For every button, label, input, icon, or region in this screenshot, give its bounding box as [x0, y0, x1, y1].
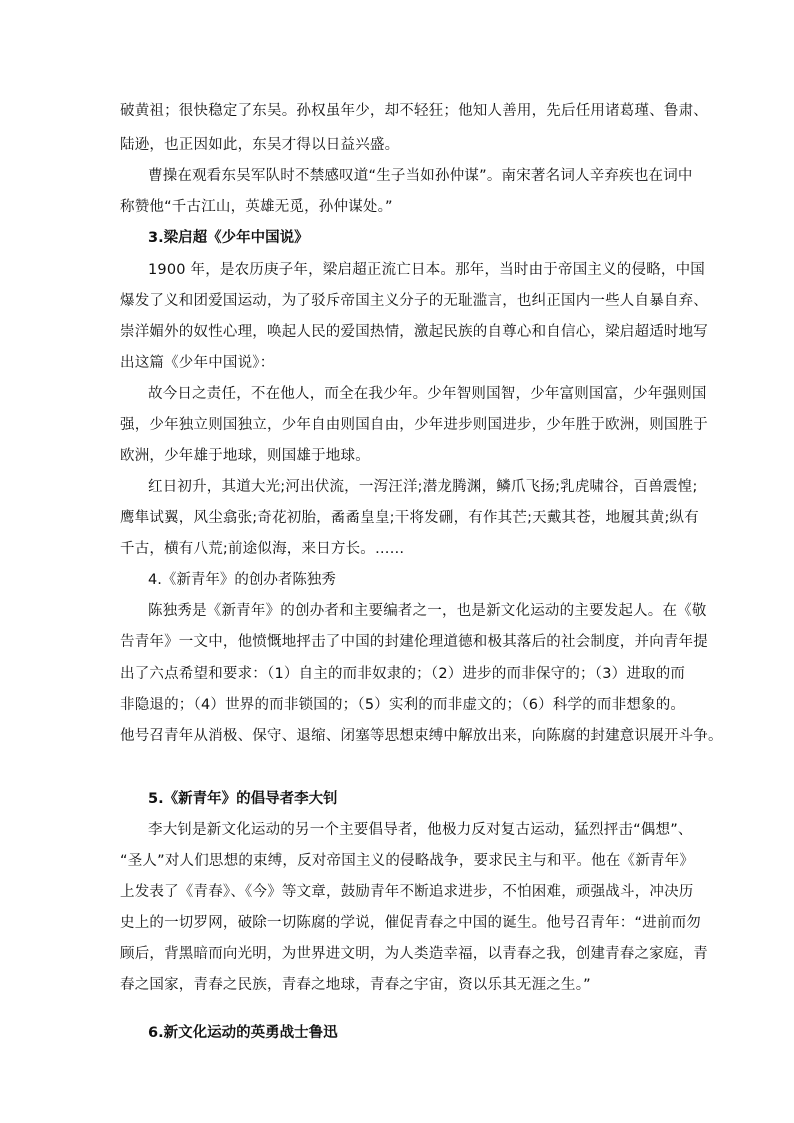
paragraph-line: 曹操在观看东吴军队时不禁感叹道“生子当如孙仲谋”。南宋著名词人辛弃疾也在词中 [148, 168, 693, 184]
paragraph-line: 破黄祖；很快稳定了东吴。孙权虽年少，却不轻狂；他知人善用，先后任用诸葛瑾、鲁肃、 [120, 103, 708, 119]
paragraph-line: 顾后，背黑暗而向光明，为世界进文明，为人类造幸福，以青春之我，创建青春之家庭，青 [120, 946, 708, 962]
paragraph-line: 他号召青年从消极、保守、退缩、闭塞等思想束缚中解放出来，向陈腐的封建意识展开斗争。 [120, 728, 723, 744]
section-heading: 5.《新青年》的倡导者李大钊 [148, 791, 338, 807]
paragraph-line: “圣人”对人们思想的束缚，反对帝国主义的侵略战争，要求民主与和平。他在《新青年》 [120, 853, 695, 869]
section-heading: 3.梁启超《少年中国说》 [148, 230, 309, 246]
paragraph-line: 称赞他“千古江山，英雄无觅，孙仲谋处。” [120, 199, 393, 215]
paragraph-line: 故今日之责任，不在他人，而全在我少年。少年智则国智，少年富则国富，少年强则国 [148, 386, 707, 402]
paragraph-line: 1900 年，是农历庚子年，梁启超正流亡日本。那年，当时由于帝国主义的侵略，中国 [148, 262, 706, 278]
paragraph-line: 欧洲，少年雄于地球，则国雄于地球。 [120, 448, 370, 464]
paragraph-line: 爆发了义和团爱国运动，为了驳斥帝国主义分子的无耻滥言，也纠正国内一些人自暴自弃、 [120, 293, 708, 309]
paragraph-line: 鹰隼试翼，风尘翕张;奇花初胎，矞矞皇皇;干将发硎，有作其芒;天戴其苍，地履其黄;纵有 [120, 510, 699, 526]
paragraph-line: 强，少年独立则国独立，少年自由则国自由，少年进步则国进步，少年胜于欧洲，则国胜于 [120, 417, 708, 433]
paragraph-line: 陈独秀是《新青年》的创办者和主要编者之一，也是新文化运动的主要发起人。在《敬 [148, 603, 707, 619]
section-heading: 6.新文化运动的英勇战士鲁迅 [148, 1025, 338, 1041]
paragraph-line: 千古，横有八荒;前途似海，来日方长。…… [120, 541, 405, 557]
section-heading: 4.《新青年》的创办者陈独秀 [148, 572, 336, 588]
paragraph-line: 红日初升，其道大光;河出伏流，一泻汪洋;潜龙腾渊，鳞爪飞扬;乳虎啸谷，百兽震惶; [148, 479, 698, 495]
paragraph-line: 春之国家，青春之民族，青春之地球，青春之宇宙，资以乐其无涯之生。” [120, 977, 591, 993]
paragraph-line: 出这篇《少年中国说》： [120, 355, 275, 371]
paragraph-line: 非隐退的；（4）世界的而非锁国的；（5）实利的而非虚文的；（6）科学的而非想象的。 [120, 697, 686, 713]
paragraph-line: 告青年》一文中，他愤慨地抨击了中国的封建伦理道德和极其落后的社会制度，并向青年提 [120, 634, 708, 650]
paragraph-line: 崇洋媚外的奴性心理，唤起人民的爱国热情，激起民族的自尊心和自信心，梁启超适时地写 [120, 324, 708, 340]
paragraph-line: 出了六点希望和要求：（1）自主的而非奴隶的；（2）进步的而非保守的；（3）进取的而 [120, 666, 686, 682]
paragraph-line: 史上的一切罗网，破除一切陈腐的学说，催促青春之中国的诞生。他号召青年：“进前而勿 [120, 915, 702, 931]
paragraph-line: 上发表了《青春》、《今》等文章，鼓励青年不断追求进步，不怕困难，顽强战斗，冲决历 [120, 884, 694, 900]
paragraph-line: 陆逊，也正因如此，东吴才得以日益兴盛。 [120, 137, 400, 153]
paragraph-line: 李大钊是新文化运动的另一个主要倡导者，他极力反对复古运动，猛烈抨击“偶想”、 [148, 822, 693, 838]
